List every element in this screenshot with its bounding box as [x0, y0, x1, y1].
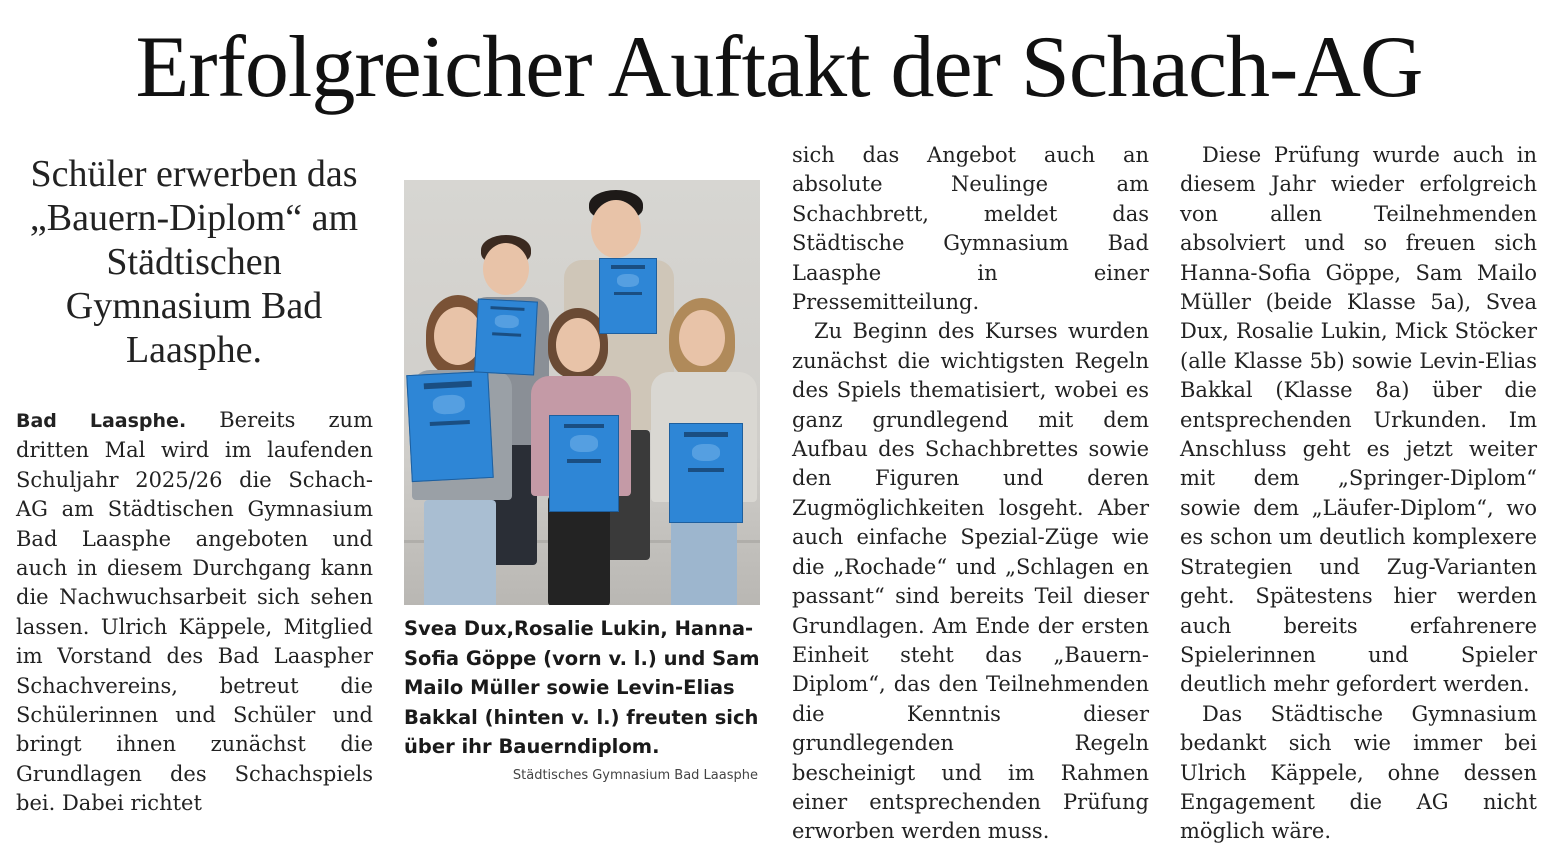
photo-diploma-3 — [599, 258, 657, 334]
column-1 — [16, 406, 373, 819]
column-3-paragraph-1: sich das Angebot auch an absolute Neulinge am Schachbrett, meldet das Städtische Gymnasium Bad Laasphe in einer Pressemitteilung. — [792, 143, 1149, 315]
column-1-paragraph — [16, 406, 373, 819]
photo-diploma-4 — [549, 415, 619, 512]
article-photo — [404, 180, 760, 605]
column-4-paragraph-1: Diese Prüfung wurde auch in diesem Jahr wieder erfolgreich von allen Teilnehmenden absolviert und so freuen sich Hanna-Sofia Göppe, Sam Mailo Müller (beide Klasse 5a), Svea Dux, Rosalie Lukin, Mick Stöcker (alle Klasse 5b) sowie Levin-Elias Bakkal (Klasse 8a) über die entsprechenden Urkunden. Im Anschluss geht es jetzt weiter mit dem „Springer-Diplom“ sowie dem „Läufer-Diplom“, wo es schon um deutlich komplexere Strategien und Zug-Varianten geht. Spätestens hier werden auch bereits erfahrenere Spielerinnen und Spieler deutlich mehr gefordert werden. — [1180, 143, 1537, 697]
column-1-text: Bereits zum dritten Mal wird im laufenden Schuljahr 2025/26 die Schach-AG am Städtischen Gymnasium Bad Laasphe angeboten und auch in diesem Durchgang kann die Nachwuchsarbeit sich sehen lassen. Ulrich Käppele, Mitglied im Vorstand des Bad Laaspher Schachvereins, betreut die Schülerinnen und Schüler und bringt ihnen zunächst die Grundlagen des Schachspiels bei. Dabei richtet — [16, 408, 373, 816]
column-4-paragraph-2: Das Städtische Gymnasium bedankt sich wie immer bei Ulrich Käppele, ohne dessen Engagement die AG nicht möglich wäre. — [1180, 701, 1537, 844]
photo-caption: Svea Dux,Rosalie Lukin, Hanna-Sofia Göppe (vorn v. l.) und Sam Mailo Müller sowie Levin-Elias Bakkal (hinten v. l.) freuten sich über ihr Bauerndiplom. — [404, 617, 760, 758]
photo-credit: Städtisches Gymnasium Bad Laasphe — [512, 768, 758, 783]
headline: Erfolgreicher Auftakt der Schach-AG — [135, 19, 1423, 116]
photo-diploma-5 — [669, 423, 743, 523]
column-4 — [1180, 141, 1537, 847]
photo-diploma-1 — [406, 371, 493, 482]
dateline: Bad Laasphe. — [16, 410, 187, 432]
subheadline: Schüler erwerben das „Bauern-Diplom“ am Städtischen Gymnasium Bad Laasphe. — [29, 153, 359, 371]
column-3 — [792, 141, 1149, 847]
column-3-paragraph-2: Zu Beginn des Kurses wurden zunächst die wichtigsten Regeln des Spiels thematisiert, wobei es ganz grundlegend mit dem Aufbau des Schachbrettes sowie den Figuren und deren Zugmöglichkeiten losgeht. Aber auch einfache Spezial-Züge wie die „Rochade“ und „Schlagen en passant“ sind bereits Teil dieser Grundlagen. Am Ende der ersten Einheit steht das „Bauern-Diplom“, das den Teilnehmenden die Kenntnis dieser grundlegenden Regeln bescheinigt und im Rahmen einer entsprechenden Prüfung erworben werden muss. — [792, 319, 1149, 844]
photo-diploma-2 — [474, 298, 538, 375]
